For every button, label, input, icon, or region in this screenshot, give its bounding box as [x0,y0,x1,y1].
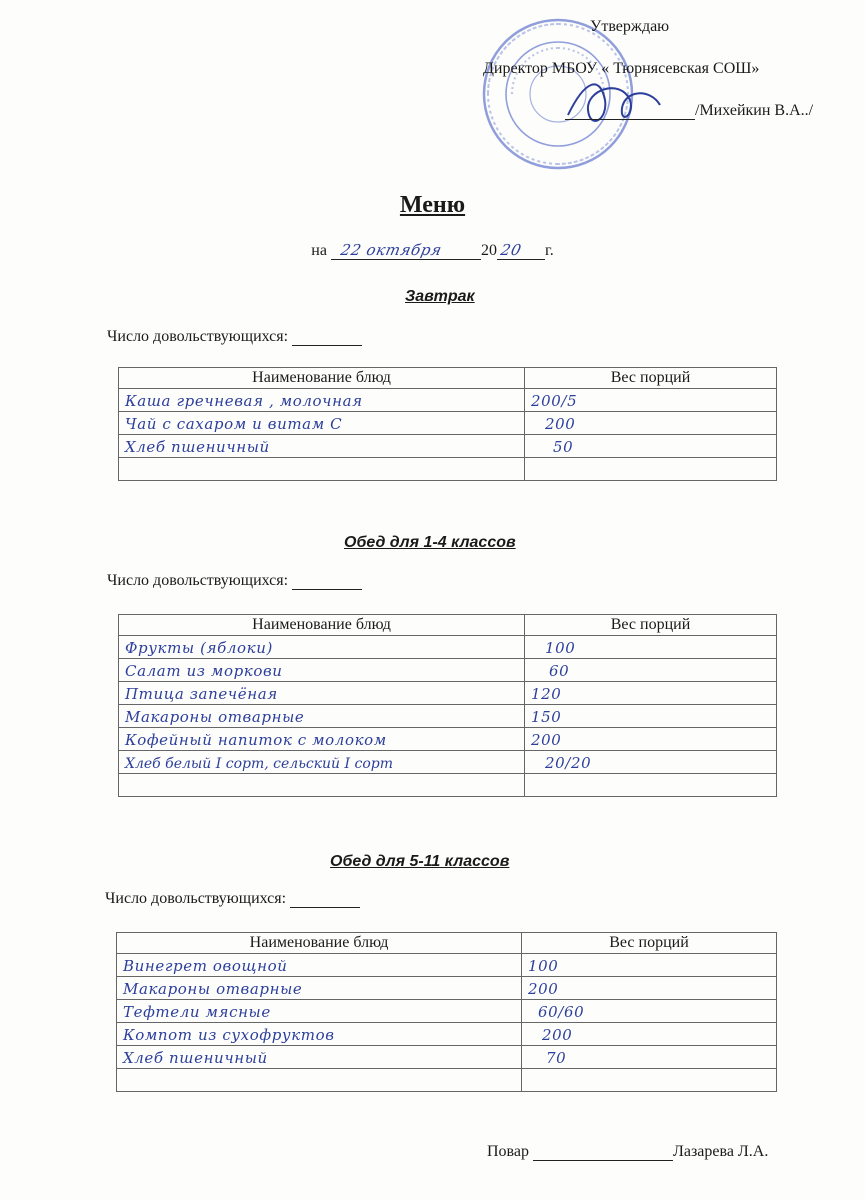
table-row [117,977,777,1000]
dish-name: Винегрет овощной [123,957,288,975]
dish-name: Фрукты (яблоки) [125,639,273,657]
dish-weight: 20/20 [545,754,592,772]
table-row [119,682,777,705]
page-title: Меню [399,192,466,218]
dish-weight: 200 [542,1026,573,1044]
table-row [117,1023,777,1046]
dish-name: Макароны отварные [123,980,303,998]
table-header-row [117,933,777,954]
header-dish-name: Наименование блюд [119,368,525,389]
dish-weight: 120 [531,685,562,703]
footer-cook-line [487,1143,768,1161]
dish-weight: 50 [553,438,574,456]
dish-name: Компот из сухофруктов [123,1026,335,1044]
date-suffix: г. [544,242,554,259]
count-label: Число довольствующихся: [107,572,289,589]
table-row [119,774,777,797]
count-label: Число довольствующихся: [107,328,289,345]
dish-name [119,774,525,797]
dish-weight: 200 [528,980,559,998]
dish-name: Макароны отварные [125,708,305,726]
approval-line-approve: Утверждаю [590,18,670,35]
dish-name [119,458,525,481]
dish-weight [522,1069,777,1092]
table-row [119,751,777,774]
table-row [119,389,777,412]
header-portion-weight: Вес порций [525,615,777,636]
table-row [117,954,777,977]
dish-name [117,1069,522,1092]
lunch-1-4-count-line [107,572,362,590]
dish-name: Птица запечёная [125,685,278,703]
footer-role: Повар [487,1143,529,1160]
table-row [117,1069,777,1092]
date-day: 22 октября [339,241,444,259]
dish-weight: 200 [545,415,576,433]
dish-weight: 200/5 [531,392,578,410]
table-row [119,659,777,682]
dish-name: Хлеб пшеничный [125,438,270,456]
breakfast-table [118,367,777,481]
header-dish-name: Наименование блюд [119,615,525,636]
lunch-5-11-table [116,932,777,1092]
lunch-5-11-count-line [105,890,360,908]
header-portion-weight: Вес порций [525,368,777,389]
table-row [117,1046,777,1069]
table-header-row [119,615,777,636]
date-prefix: на [311,242,327,259]
dish-name: Чай с сахаром и витам С [125,415,343,433]
dish-name: Хлеб пшеничный [123,1049,268,1067]
dish-name: Каша гречневая , молочная [125,392,363,410]
breakfast-count-line [107,328,362,346]
dish-weight: 70 [546,1049,567,1067]
approval-line-director: Директор МБОУ « Тюрнясевская СОШ» [483,60,760,77]
table-row [119,636,777,659]
dish-weight: 100 [528,957,559,975]
dish-name: Хлеб белый I сорт, сельский I сорт [125,756,393,772]
count-label: Число довольствующихся: [105,890,287,907]
table-row [119,435,777,458]
date-line [0,242,865,260]
dish-name: Кофейный напиток с молоком [125,731,387,749]
table-row [119,412,777,435]
section-lunch-1-4-title: Обед для 1-4 классов [344,534,516,551]
lunch-1-4-table [118,614,777,797]
table-row [119,458,777,481]
dish-weight: 200 [531,731,562,749]
dish-weight: 150 [531,708,562,726]
section-breakfast-title: Завтрак [405,288,475,305]
dish-weight: 60 [549,662,570,680]
dish-name: Салат из моркови [125,662,283,680]
dish-weight [525,458,777,481]
header-portion-weight: Вес порций [522,933,777,954]
dish-weight [525,774,777,797]
date-year-prefix: 20 [480,242,497,259]
dish-weight: 100 [545,639,576,657]
dish-weight: 60/60 [538,1003,585,1021]
dish-name: Тефтели мясные [123,1003,271,1021]
footer-name: Лазарева Л.А. [673,1143,769,1160]
table-row [119,705,777,728]
date-year-suffix: 20 [499,241,524,259]
header-dish-name: Наименование блюд [117,933,522,954]
table-row [117,1000,777,1023]
approval-line-signature [565,102,813,120]
table-header-row [119,368,777,389]
director-name: /Михейкин В.А../ [695,102,814,119]
table-row [119,728,777,751]
section-lunch-5-11-title: Обед для 5-11 классов [330,853,510,870]
